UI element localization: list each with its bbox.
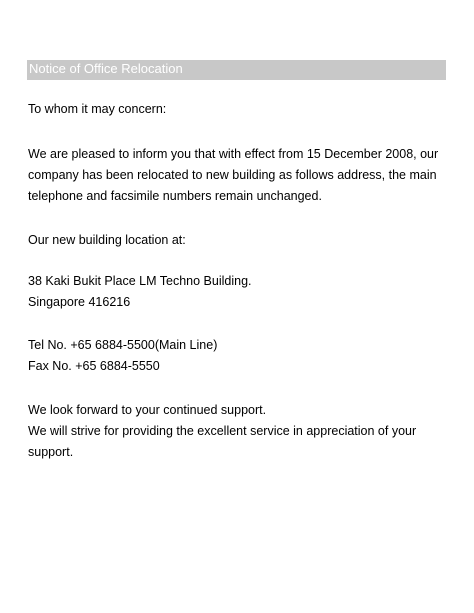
fax-number: Fax No. +65 6884-5550 (28, 359, 160, 373)
title-bar (27, 60, 446, 80)
body-line-3: telephone and facsimile numbers remain unchanged. (28, 189, 322, 203)
salutation: To whom it may concern: (28, 102, 167, 116)
closing-line-3: support. (28, 445, 74, 459)
closing-line-1: We look forward to your continued support. (28, 403, 267, 417)
location-intro: Our new building location at: (28, 233, 186, 247)
tel-number: Tel No. +65 6884-5500(Main Line) (28, 338, 218, 352)
address-line-1: 38 Kaki Bukit Place LM Techno Building. (28, 274, 252, 288)
body-line-2: company has been relocated to new building as follows address, the main (28, 168, 437, 182)
address-line-2: Singapore 416216 (28, 295, 131, 309)
closing-line-2: We will strive for providing the excellent service in appreciation of your (28, 424, 417, 438)
body-line-1: We are pleased to inform you that with effect from 15 December 2008, our (28, 147, 439, 161)
document-title: Notice of Office Relocation (29, 61, 183, 76)
